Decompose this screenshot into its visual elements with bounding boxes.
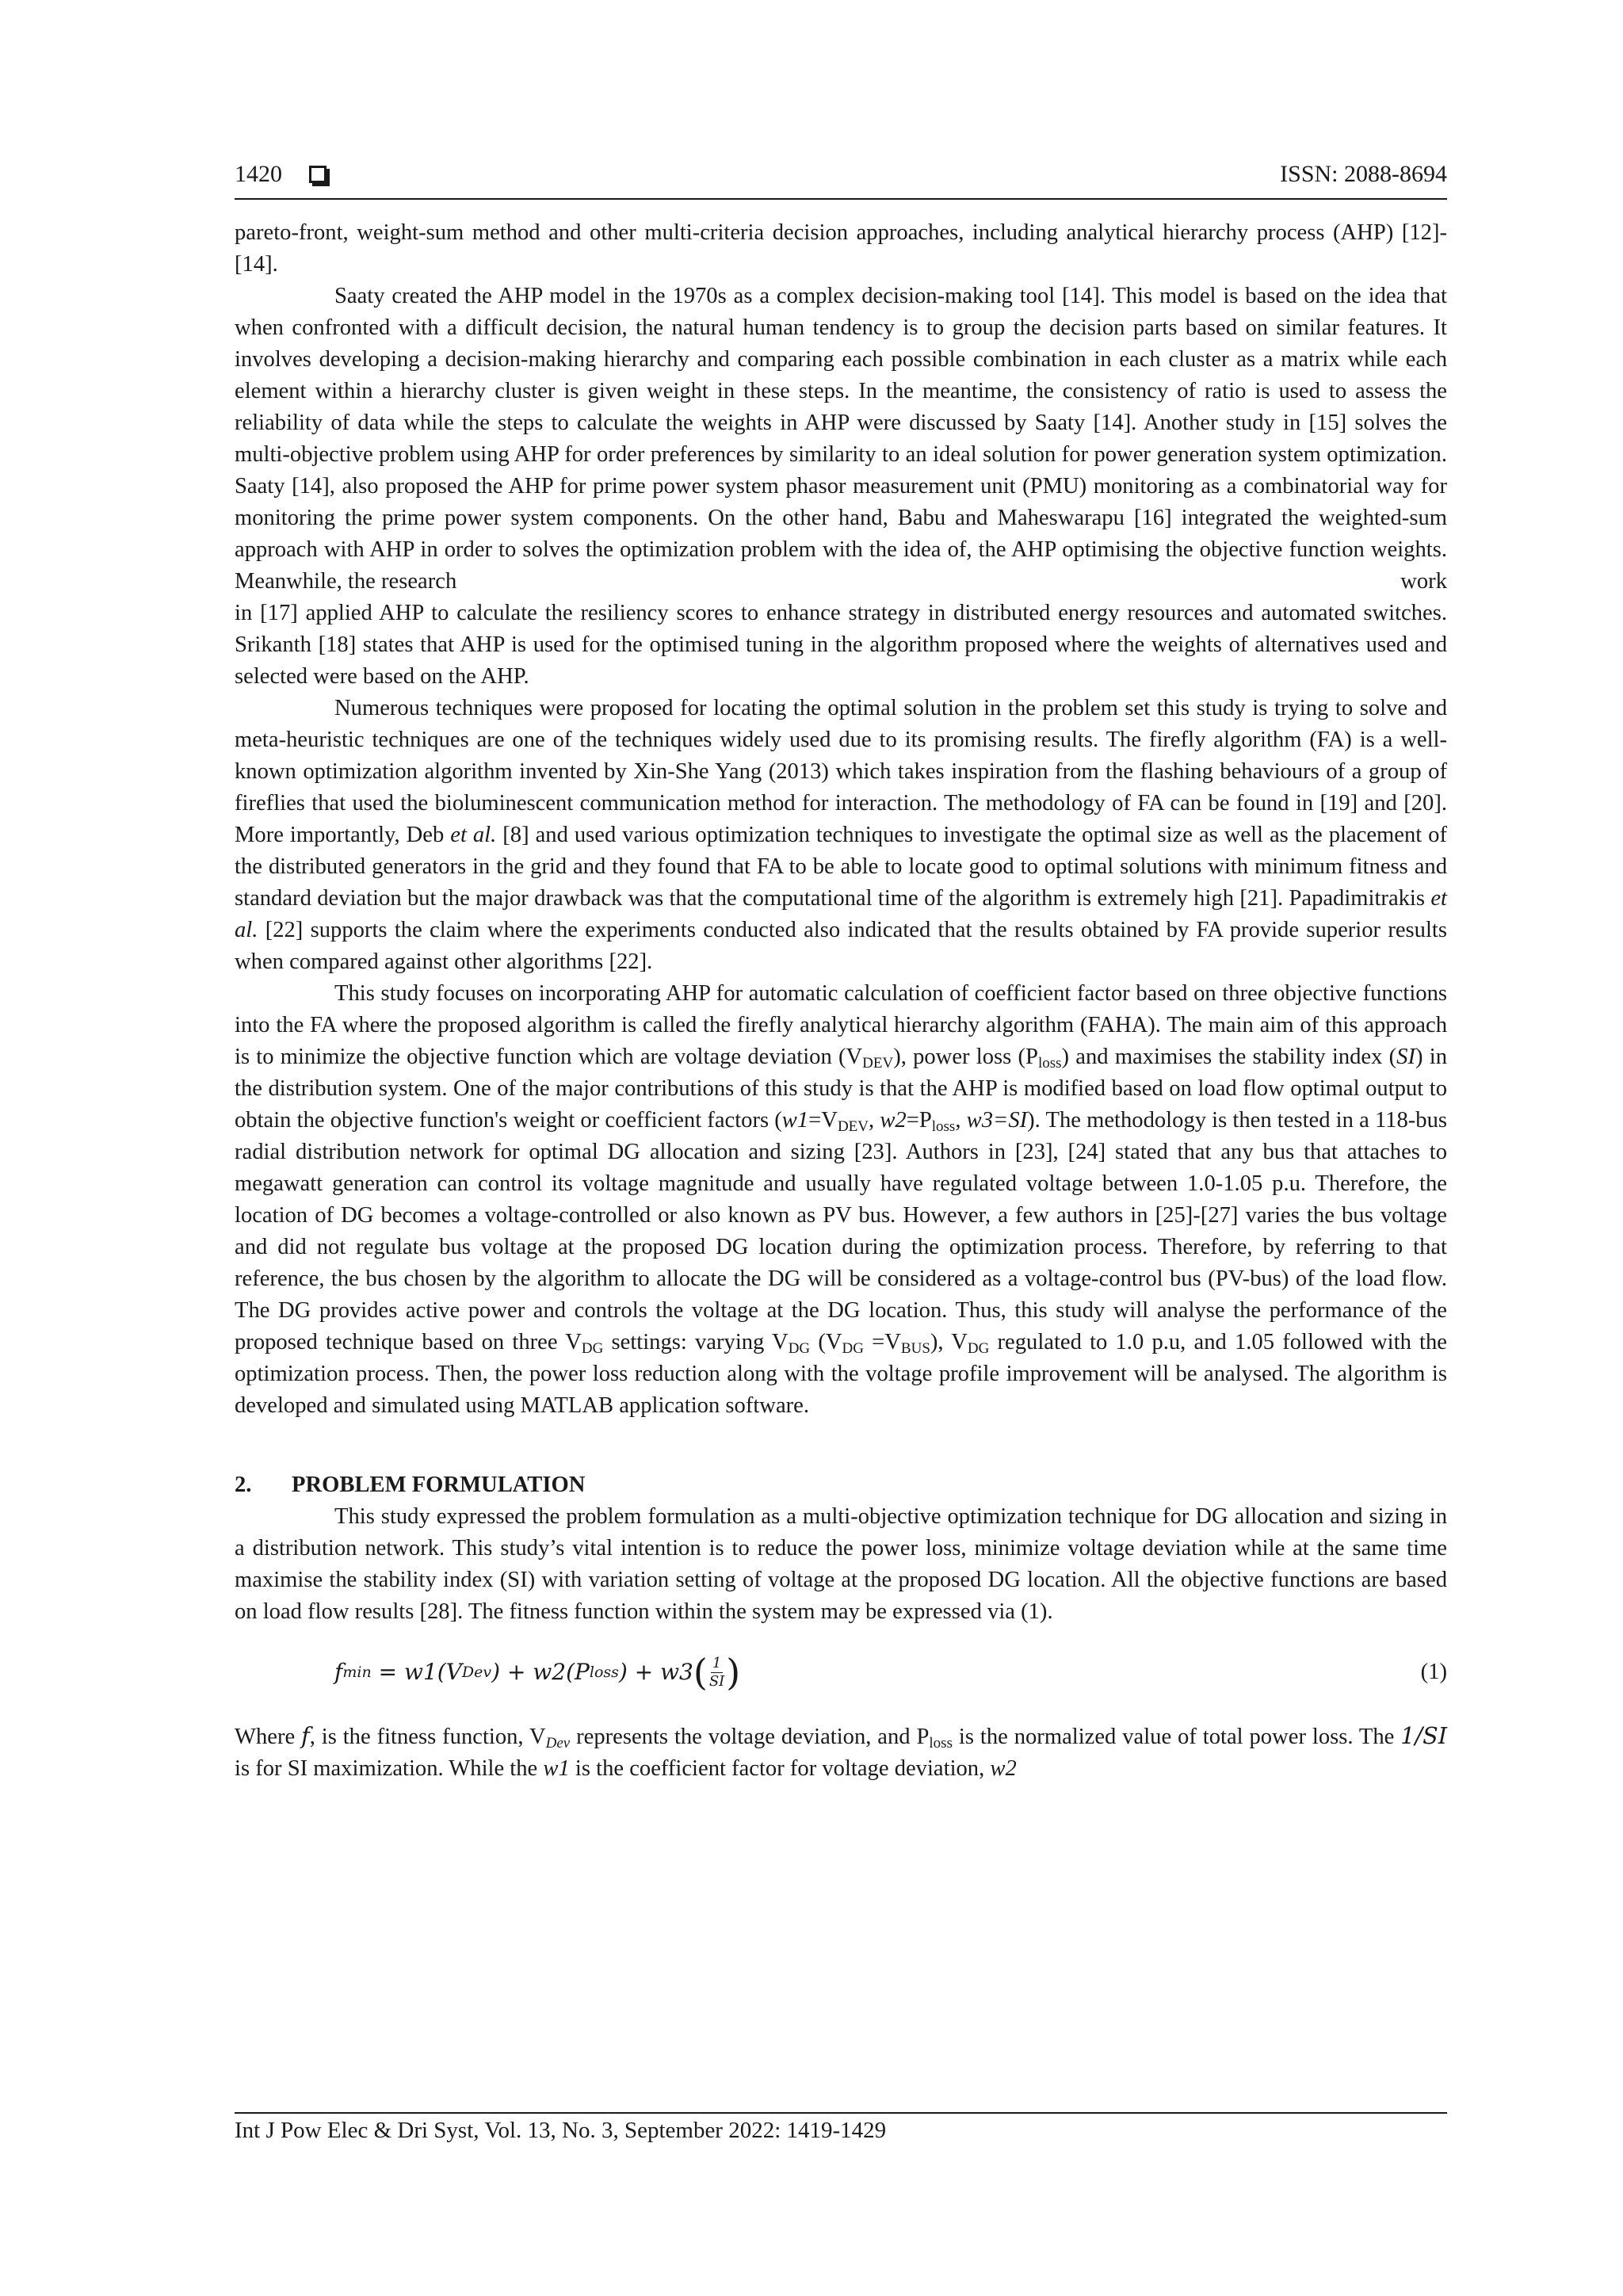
paragraph-continuation: work: [1400, 569, 1447, 594]
page: [235, 0, 1447, 2296]
paragraph: Saaty created the AHP model in the 1970s as a complex decision-making tool [14]. This model is based on the idea that when confronted with a difficult decision, the natural human tendency is to group the decision parts based on similar features. It involves developing a decision-making hierarchy and comparing each possible combination in each cluster as a matrix while each element within a hierarchy cluster is given weight in these steps. In the meantime, the consistency of ratio is used to assess the reliability of data while the steps to calculate the weights in AHP were discussed by Saaty [14]. Another study in [15] solves the multi-objective problem using AHP for order preferences by similarity to an ideal solution for power generation system optimization. Saaty [14], also proposed the AHP for prime power system phasor measurement unit (PMU) monitoring as a combinatorial way for monitoring the prime power system components. On the other hand, Babu and Maheswarapu [16] integrated the weighted-sum approach with AHP in order to solves the optimization problem with the idea of, the AHP optimising the objective function weights. Meanwhile, the research: [235, 284, 1447, 594]
paragraph: pareto-front, weight-sum method and other multi-criteria decision approaches, including analytical hierarchy process (AHP) [12]-[14].: [235, 220, 1447, 277]
footer-rule: [235, 2112, 1447, 2114]
page-number: 1420: [235, 161, 282, 187]
paragraph: This study focuses on incorporating AHP for automatic calculation of coefficient factor based on three objective functions into the FA where the proposed algorithm is called the firefly analytical hierarchy algorithm (FAHA). The main aim of this approach is to minimize the objective function which are voltage deviation $(V_{DEV})$, power loss $(P_{loss})$ and maximises the stability index (SI) in the distribution system. One of the major contributions of this study is that the AHP is modified based on load flow optimal output to obtain the objective function's weight or coefficient factors ($w1=V_{DEV}$, $w2=P_{loss}$, w3=SI). The methodology is then tested in a 118-bus radial distribution network for optimal DG allocation and sizing [23]. Authors in [23], [24] stated that any bus that attaches to megawatt generation can control its voltage magnitude and usually have regulated voltage between 1.0-1.05 p.u. Therefore, the location of DG becomes a voltage-controlled or also known as PV bus. However, a few authors in [25]-[27] varies the bus voltage and did not regulate bus voltage at the proposed DG location during the optimization process. Therefore, by referring to that reference, the bus chosen by the algorithm to allocate the DG will be considered as a voltage-control bus (PV-bus) of the load flow. The DG provides active power and controls the voltage at the DG location. Thus, this study will analyse the performance of the proposed technique based on three $V_{DG}$ settings: varying $V_{DG}$ $(V_{DG} =V_{BUS})$, $V_{DG}$ regulated to 1.0 p.u, and 1.05 followed with the optimization process. Then, the power loss reduction along with the voltage profile improvement will be analysed. The algorithm is developed and simulated using MATLAB application software.: [235, 981, 1448, 1418]
box-icon: [309, 166, 327, 183]
fraction: $\frac{1}{SI}$: [708, 1654, 725, 1690]
equation: [235, 1639, 1447, 1706]
page-header: [235, 152, 1447, 197]
header-rule: [235, 198, 1447, 200]
section-heading: 2. PROBLEM FORMULATION: [235, 1473, 586, 1497]
paragraph: Numerous techniques were proposed for locating the optimal solution in the problem set this study is trying to solve and meta-heuristic techniques are one of the techniques widely used due to its promising results. The firefly algorithm (FA) is a well-known optimization algorithm invented by Xin-She Yang (2013) which takes inspiration from the flashing behaviours of a group of fireflies that used the bioluminescent communication method for interaction. The methodology of FA can be found in [19] and [20]. More importantly, Deb et al. [8] and used various optimization techniques to investigate the optimal size as well as the placement of the distributed generators in the grid and they found that FA to be able to locate good to optimal solutions with minimum fitness and standard deviation but the major drawback was that the computational time of the algorithm is extremely high [21]. Papadimitrakis et al. [22] supports the claim where the experiments conducted also indicated that the results obtained by FA provide superior results when compared against other algorithms [22].: [235, 696, 1447, 974]
spacer: [235, 1422, 1447, 1469]
equation-formula: f min = w1(V Dev ) + w2(P loss ) + w3 ( $\frac{1}{SI}$ ): [334, 1651, 741, 1694]
paragraph: This study expressed the problem formulation as a multi-objective optimization technique for DG allocation and sizing in a distribution network. This study’s vital intention is to reduce the power loss, minimize voltage deviation while at the same time maximise the stability index (SI) with variation setting of voltage at the proposed DG location. All the objective functions are based on load flow results [28]. The fitness function within the system may be expressed via (1).: [235, 1504, 1447, 1624]
page-footer: Int J Pow Elec & Dri Syst, Vol. 13, No. 3, September 2022: 1419-1429: [235, 2118, 887, 2143]
issn: ISSN: 2088-8694: [1280, 161, 1447, 187]
equation-number: (1): [1420, 1660, 1447, 1684]
body-text: [235, 217, 1447, 1785]
paragraph: in [17] applied AHP to calculate the resiliency scores to enhance strategy in distributed energy resources and automated switches. Srikanth [18] states that AHP is used for the optimised tuning in the algorithm proposed where the weights of alternatives used and selected were based on the AHP.: [235, 601, 1447, 689]
paragraph: Where f, is the fitness function, $V_{Dev}$ represents the voltage deviation, and $P_{loss}$ is the normalized value of total power loss. The 1/SI is for SI maximization. While the w1 is the coefficient factor for voltage deviation, w2: [235, 1722, 1447, 1781]
